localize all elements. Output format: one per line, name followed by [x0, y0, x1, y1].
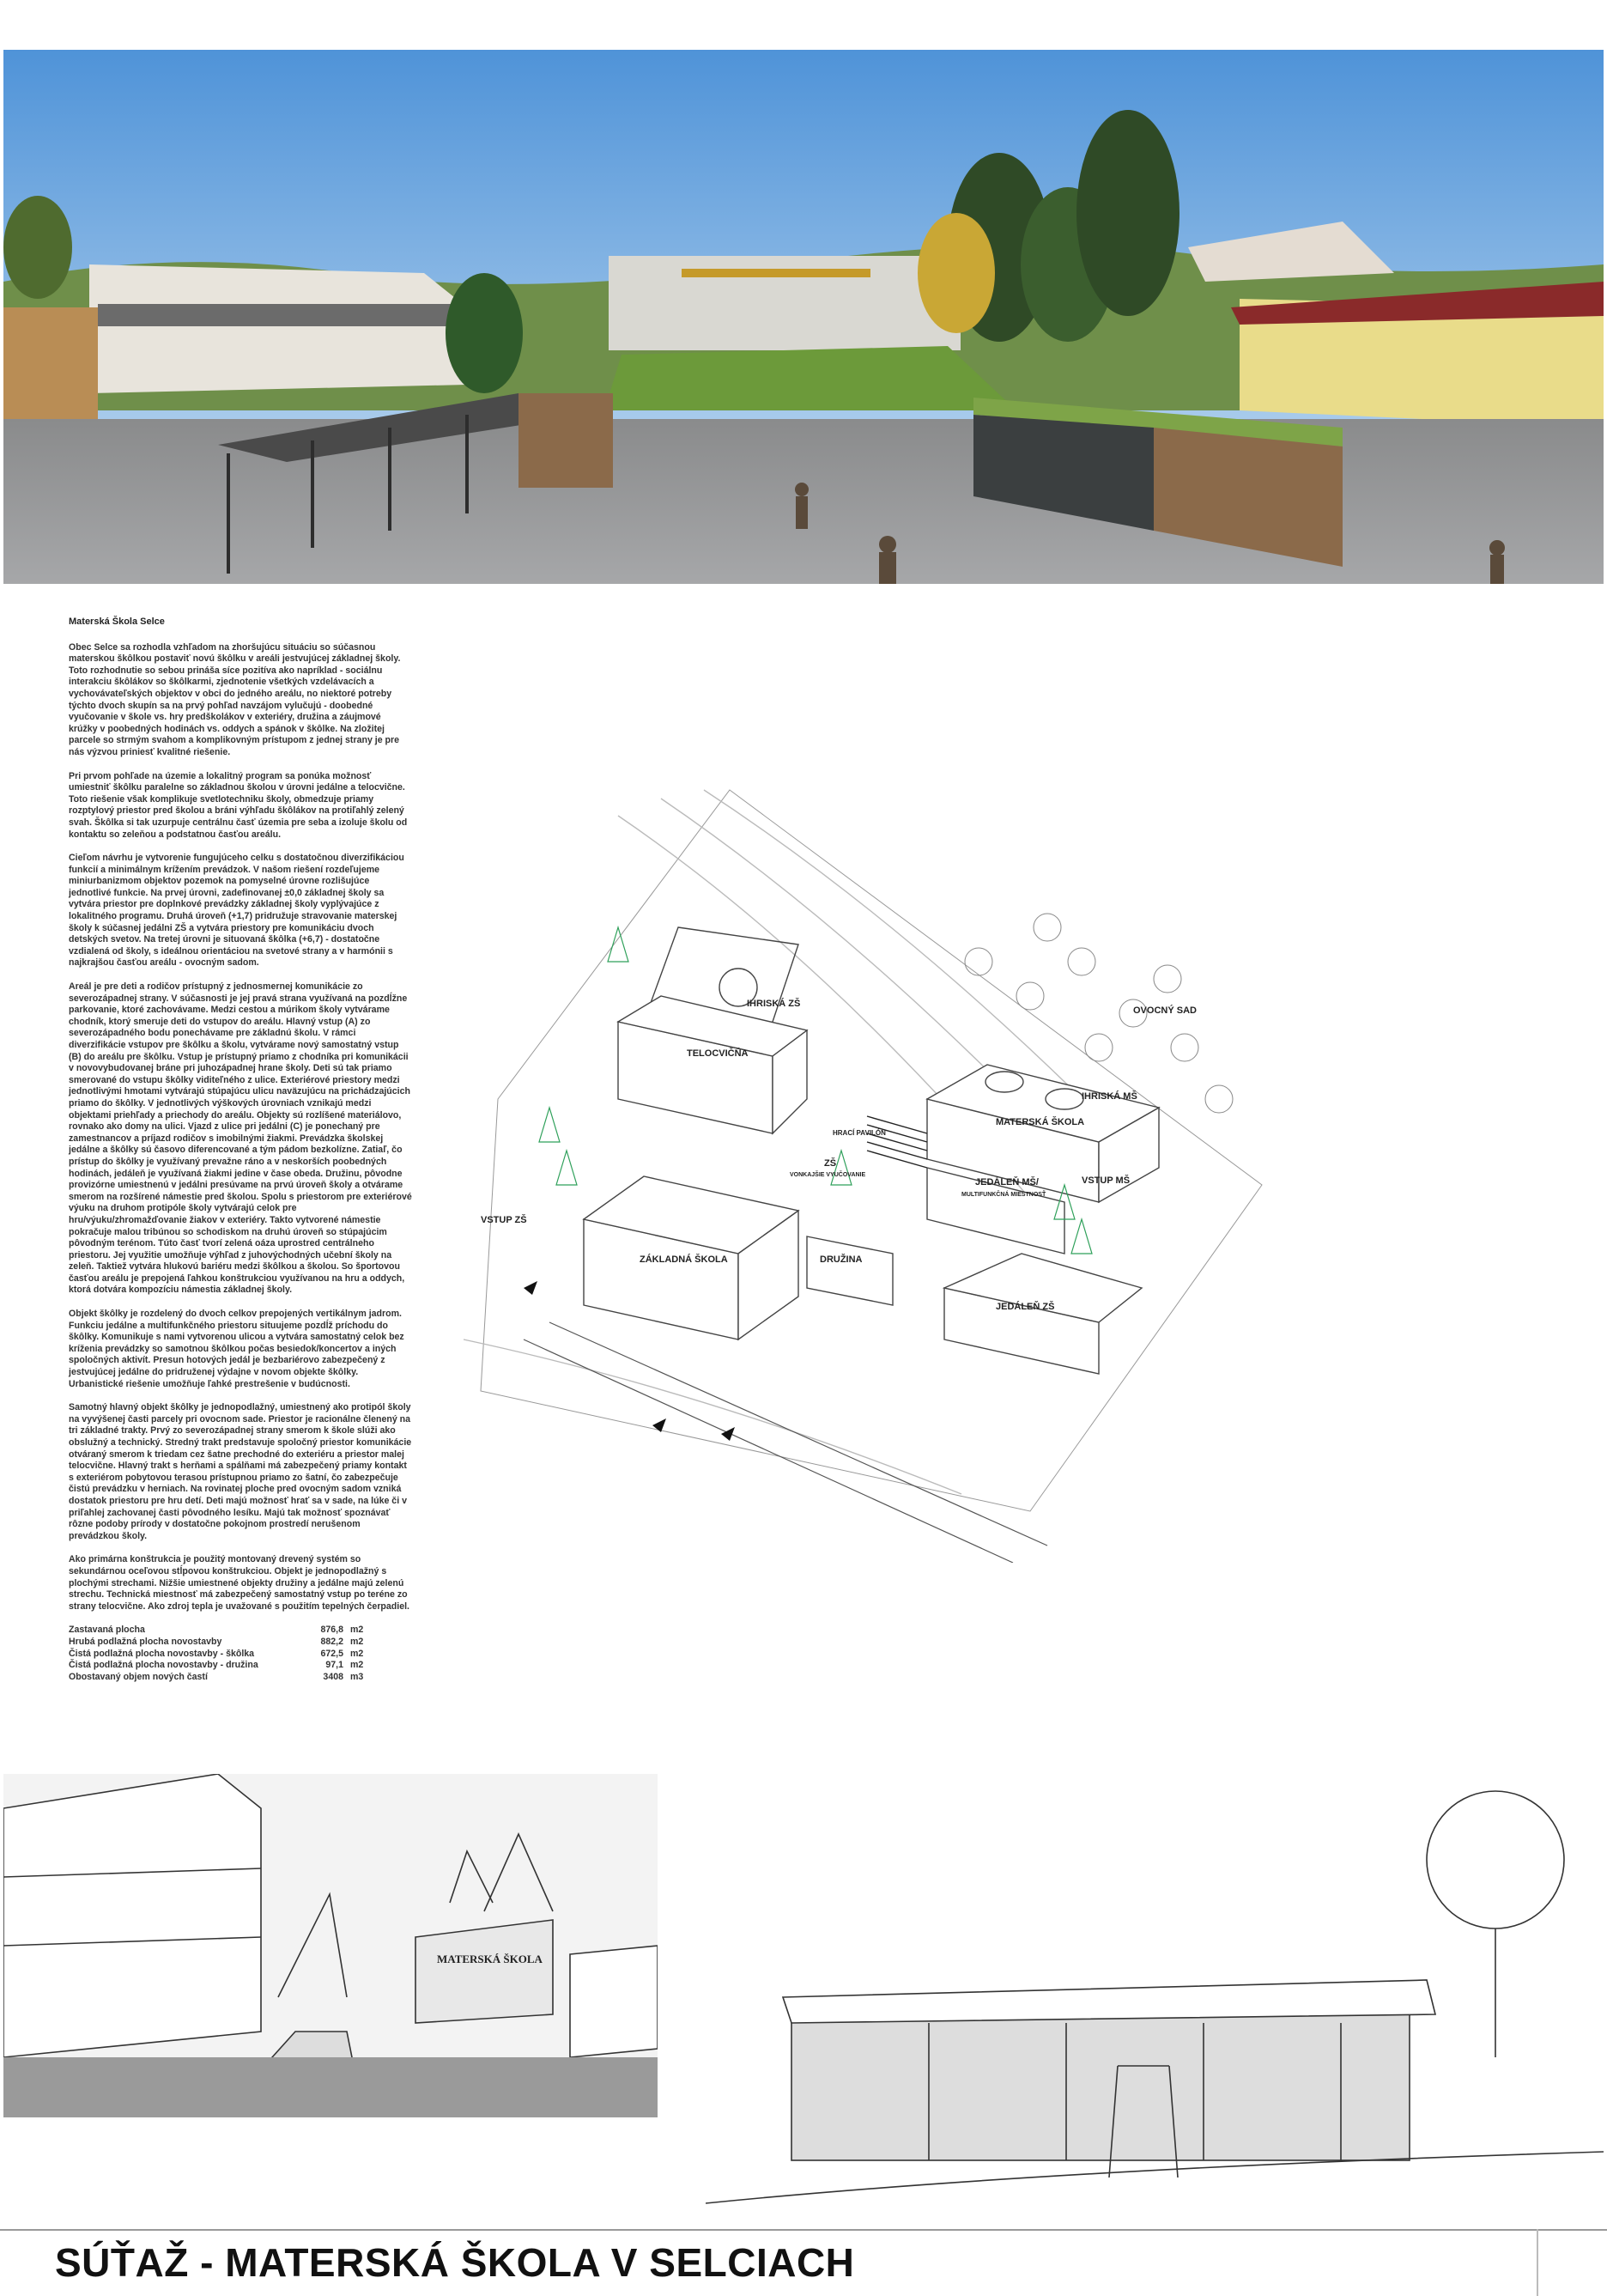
paragraph-3: Cieľom návrhu je vytvorenie fungujúceho celku s dostatočnou diverzifikáciou funkcií a minimálnym krížením prevádzok. V našom riešení rozdeľujeme miniurbanizmom objektov pozemok na pomyselné úrovne rozlišujúce jednotlivé funkcie. Na prvej úrovni, zadefinovanej ±0,0 základnej školy sa vytvára priestor pre doplnkové prevádzky základnej školy vyplývajúce z lokalitného programu. Druhá úroveň (+1,7) pridružuje stravovanie materskej školy k súčasnej jedálni ZŠ a vytvára priestory pre komunikáciu dvoch detských svetov. Na tretej úrovni je situovaná škôlka (+6,7) - dostatočne vzdialená od školy, s ideálnou orientáciou na svetové strany a v harmónii s najkrajšou časťou areálu - ovocným sadom. — [69, 853, 404, 969]
section-heading: Materská Škola Selce — [69, 617, 165, 627]
stat-value: 3408 — [323, 1671, 343, 1682]
label-vstup-zs: VSTUP ZŠ — [481, 1215, 527, 1225]
poster-title: SÚŤAŽ - MATERSKÁ ŠKOLA V SELCIACH — [55, 2240, 855, 2285]
stat-value: 882,2 — [320, 1636, 343, 1647]
stat-label: Zastavaná plocha — [69, 1625, 145, 1636]
courtyard-render-illustration — [3, 50, 1604, 584]
label-druzina: DRUŽINA — [820, 1254, 863, 1265]
stats-row — [69, 1637, 412, 1649]
label-jedalen-ms: JEDÁLEŇ MŠ/ — [975, 1177, 1039, 1187]
hero-rendering — [3, 50, 1604, 584]
entrance-sketch-drawing — [3, 1774, 658, 2117]
label-multifunkcna: MULTIFUNKČNÁ MIESTNOSŤ — [961, 1192, 1046, 1198]
stat-unit: m2 — [350, 1660, 364, 1671]
stat-label: Čistá podlažná plocha novostavby - škôlka — [69, 1648, 255, 1659]
stat-unit: m3 — [350, 1671, 364, 1682]
label-ovocny-sad: OVOCNÝ SAD — [1133, 1005, 1197, 1016]
kindergarten-sketch-drawing — [706, 1774, 1604, 2210]
paragraph-2: Pri prvom pohľade na územie a lokalitný program sa ponúka možnosť umiestniť škôlku paralelne so základnou školou v úrovni jedálne a telocvične. Toto riešenie však komplikuje svetlotechniku školy, obmedzuje priamy rozptylový priestor pred školou a bráni výhľadu škôlákov na protiľahlý zelený svah. Škôlka si tak uzurpuje centrálnu časť územia pre seba a izoluje školu od kontaktu so zeleňou a podstatnou časťou areálu. — [69, 770, 408, 840]
stat-unit: m2 — [350, 1636, 364, 1647]
stat-value: 876,8 — [320, 1625, 343, 1636]
description-column — [69, 617, 412, 1683]
label-zakladna-skola: ZÁKLADNÁ ŠKOLA — [640, 1254, 728, 1265]
label-telocvicna: TELOCVIČŇA — [687, 1048, 749, 1059]
stats-row — [69, 1660, 412, 1672]
footer-divider — [0, 2229, 1607, 2231]
stat-label: Hrubá podlažná plocha novostavby — [69, 1636, 222, 1647]
footer-vertical-divider — [1537, 2229, 1538, 2296]
paragraph-4: Areál je pre deti a rodičov prístupný z jednosmernej komunikácie zo severozápadnej strany. V súčasnosti je jej pravá strana využívaná na pozdĺžne parkovanie, ktoré zachovávame. Medzi cestou a múrikom školy vytvárame chodník, ktorý smeruje deti do vstupov do areálu. Hlavný vstup (A) zo severozápadného bodu ponechávame pre základnú školu. V rámci diverzifikácie vstupov pre škôlku a školu, vytvárame nový samostatný vstup (B) do areálu pre škôlku. Vstup je prístupný priamo z chodníka pri komunikácii v novovybudovanej bráne pri juhozápadnej hrane školy. Deti sú tak priamo smerované do vstupu škôlky viditeľného z ulice. Exteriérové priestory medzi jednotlivými hmotami vytvárajú stúpajúcu ulicu naväzujúcu na prichádzajúcich priamo do škôlky. V jednotlivých výškových úrovniach vznikajú medzi objektami priehľady a priechody do areálu. Objekty sú rozlíšené materiálovo, rovnako ako domy na ulici. Vjazd z ulice pri jedálni (C) je ponechaný pre zamestnancov a príjazd rodičov s imobilnými žiakmi. Prevádzka školskej jedálne a škôlky sú časovo diferencované a tým pádom bezkolízne. Zatiaľ, čo prístup do škôlky je využívaný prevažne ráno a v neskorších poobedných hodinách, jedáleň je využívaná žiakmi jedine v čase obeda. Družinu, pôvodne provizórne umiestnenú v jedálni presúvame na prvú úroveň školy a otvárame smerom na rozšírené námestie pred školou. Spolu s priestorom pre exteriérové výuku na druhom protipóle školy vytvárajú celok pre hru/výuku/zhromažďovanie žiakov v exteriéry. Takto vytvorené námestie pokračuje malou tribúnou so schodiskom na druhú úroveň so stúpajúcim pôvodným terénom. Túto časť tvorí zelená oáza uprostred centrálneho priestoru. Jej využitie umožňuje výhľad z juhovýchodných učební školy na zeleň. Taktiež vytvára hlukovú bariéru medzi škôlkou a školou. So športovou časťou areálu je prepojená ľahkou konštrukciou využívanou na hru a oddych, ktorá dotvára kompozíciu námestia základnej školy. — [69, 981, 412, 1296]
axonometric-site-plan — [446, 738, 1305, 1563]
stat-value: 97,1 — [325, 1660, 343, 1671]
sketch-kindergarten-view — [706, 1774, 1604, 2210]
label-materska-skola: MATERSKÁ ŠKOLA — [996, 1117, 1085, 1127]
axonometric-drawing — [446, 738, 1305, 1563]
stats-row — [69, 1649, 412, 1661]
label-ihriska-ms: IHRISKÁ MŠ — [1082, 1091, 1137, 1102]
stats-row — [69, 1672, 412, 1684]
stat-unit: m2 — [350, 1648, 364, 1659]
stat-value: 672,5 — [320, 1648, 343, 1659]
label-jedalen-zs: JEDÁLEŇ ZŠ — [996, 1302, 1055, 1312]
paragraph-7: Ako primárna konštrukcia je použitý montovaný drevený systém so sekundárnou oceľovou stĺpovou konštrukciou. Objekt je jednopodlažný s plochými strechami. Nižšie umiestnené objekty družiny a jedálne majú zelenú strechu. Technická miestnosť má zabezpečený samostatný vstup po teréne zo strany telocvične. Ako zdroj tepla je uvažované s použitím tepelných čerpadiel. — [69, 1554, 409, 1612]
paragraph-1: Obec Selce sa rozhodla vzhľadom na zhoršujúcu situáciu so súčasnou materskou škôlkou postaviť novú škôlku v areáli jestvujúcej základnej školy. Toto rozhodnutie so sebou prináša síce pozitíva ako napríklad - sociálnu interakciu škôlákov so škôlkarmi, zjednotenie všetkých vzdelávacích a vychovávateľských objektov v obci do jedného areálu, no niektoré potreby týchto dvoch skupín sa na prvý pohľad navzájom vylučujú - doobedné vyučovanie v škole vs. hry predškolákov v exteriéry, družina a záujmové krúžky v poobedných hodinách vs. oddych a spánok v škôlke. Na zložitej parcele so strmým svahom a komplikovným prístupom z jednej strany je pre nás výzvou priniesť kvalitné riešenie. — [69, 641, 401, 757]
label-vstup-ms: VSTUP MŠ — [1082, 1175, 1131, 1186]
label-hraci-pavilon: HRACÍ PAVILÓN — [833, 1129, 886, 1137]
area-stats-table — [69, 1625, 412, 1683]
stat-label: Čistá podlažná plocha novostavby - družina — [69, 1660, 258, 1671]
stat-unit: m2 — [350, 1625, 364, 1636]
label-ihriska-zs: IHRISKÁ ZŠ — [747, 999, 801, 1009]
paragraph-5: Objekt škôlky je rozdelený do dvoch celkov prepojených vertikálnym jadrom. Funkciu jedálne a multifunkčného priestoru situujeme pozdĺž príchodu do škôlky. Komunikuje s nami vytvorenou ulicou a vytvára samostatný celok bez kríženia prevádzky so samotnou škôlkou počas besiedok/koncertov a iných spoločných aktivít. Presun hotových jedál je bezbariérovo zabezpečený z jestvujúcej jedálne do pridruženej výdajne v novom objekte škôlky. Urbanistické riešenie umožňuje ľahké prestrešenie v budúcnosti. — [69, 1309, 404, 1389]
sketch-materska-skola-sign: MATERSKÁ ŠKOLA — [437, 1953, 543, 1965]
label-zs: ZŠ — [824, 1158, 837, 1169]
sketch-entrance-view — [3, 1774, 658, 2117]
paragraph-6: Samotný hlavný objekt škôlky je jednopodlažný, umiestnený ako protipól školy na vyvýšenej časti parcely pri ovocnom sade. Priestor je racionálne členený na tri základné trakty. Prvý zo severozápadnej strany smerom k škole slúži ako obslužný a technický. Stredný trakt predstavuje spoločný priestor komunikácie otváraný smerom k triedam cez šatne prechodné do exteriéru a priestor malej telocvične. Hlavný trakt s herňami a spálňami má zabezpečený priamy kontakt s exteriérom pobytovou terasou prístupnou priamo zo šatní, čo zabezpečuje čistú prevádzku v herniach. Na rovinatej ploche pred ovocným sadom vzniká dostatok priestoru pre hru detí. Deti majú možnosť hrať sa v sade, na lúke či v priľahlej zachovanej časti pôvodného lesíku. Majú tak možnosť spoznávať rôzne podoby prírody v dostatočne pokojnom prostredí nerušenom prevádzkou školy. — [69, 1402, 412, 1541]
stats-row — [69, 1625, 412, 1637]
stat-label: Obostavaný objem nových častí — [69, 1671, 208, 1682]
label-vonkajsie-vyucovanie: VONKAJŠIE VYUČOVANIE — [790, 1172, 866, 1178]
